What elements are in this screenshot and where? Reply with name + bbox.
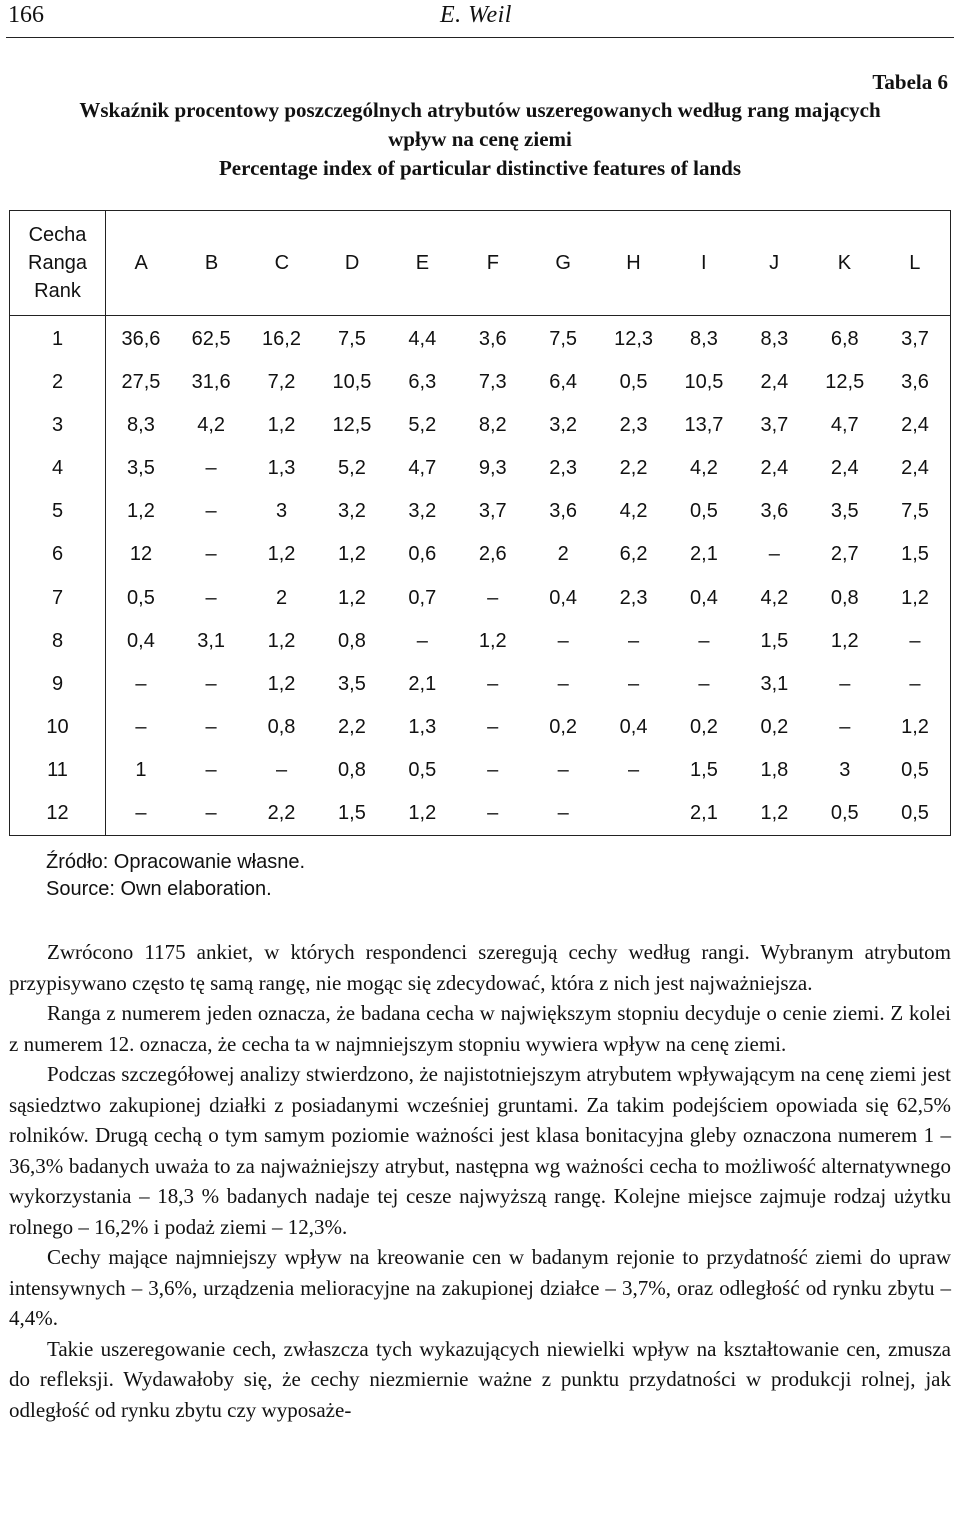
value-cell: 8,2 (478, 414, 507, 437)
value-cell: – (557, 758, 569, 781)
value-cell: 1,2 (338, 543, 366, 566)
value-cell: – (839, 672, 851, 695)
value-cell: 0,2 (549, 715, 578, 738)
value-cell: 2,4 (830, 457, 859, 480)
rank-header: Cecha Ranga Rank (10, 211, 106, 316)
paragraph: Cechy mające najmniejszy wpływ na kreowanie cen w badanym rejonie to przydatność ziemi do upraw intensywnych – 3,6%, urządzenia melioracyjne na zakupionej działce – 3,7%, oraz odległość od rynku zbytu – 4,4%. (9, 1245, 951, 1330)
rank-cell: 5 (10, 490, 106, 533)
value-cell: 1,2 (267, 543, 296, 566)
value-cell: 1,3 (408, 715, 437, 738)
value-cell: – (135, 672, 147, 695)
table-source (46, 849, 305, 903)
rank-cell: 4 (10, 447, 106, 490)
table-row (10, 706, 951, 749)
column-header: E (415, 252, 430, 274)
value-cell: – (416, 629, 428, 652)
table-title-pl-line2: wpływ na cenę ziemi (388, 127, 572, 151)
value-cell: – (205, 758, 217, 781)
value-cell: 1,2 (880, 576, 951, 619)
table-row (10, 447, 951, 490)
value-cell: 9,3 (478, 457, 507, 480)
value-cell: 0,7 (408, 586, 437, 609)
value-cell: 3,5 (830, 500, 859, 523)
value-cell: 2,1 (408, 672, 437, 695)
value-cell: 2,3 (619, 414, 648, 437)
page-number: 166 (8, 2, 44, 28)
value-cell: 5,2 (338, 457, 366, 480)
value-cell: 0,5 (408, 758, 437, 781)
value-cell: – (205, 543, 217, 566)
value-cell: 3 (839, 758, 851, 781)
value-cell: 1,2 (478, 629, 507, 652)
value-cell: 4,7 (408, 457, 437, 480)
column-header: A (134, 252, 148, 274)
value-cell: 0,5 (880, 749, 951, 792)
value-cell: 0,6 (408, 543, 437, 566)
value-cell: 0,8 (830, 586, 859, 609)
table-number: Tabela 6 (872, 70, 948, 94)
table-row (10, 749, 951, 792)
value-cell: 8,3 (127, 414, 155, 437)
value-cell: 4,2 (619, 500, 648, 523)
value-cell: 4,2 (197, 414, 226, 437)
value-cell (598, 792, 668, 836)
value-cell: – (880, 620, 951, 663)
value-cell: 1,2 (338, 586, 366, 609)
value-cell: 7,3 (478, 371, 507, 394)
value-cell: – (627, 672, 640, 695)
value-cell: 2,3 (619, 586, 648, 609)
value-cell: 1,2 (739, 792, 809, 836)
value-cell: 2,4 (880, 447, 951, 490)
paragraph: Podczas szczegółowej analizy stwierdzono, że najistotniejszym atrybutem wpływającym na cenę ziemi jest sąsiedztwo zakupionej działki z posiadanymi wcześniej gruntami. Za takim podejściem opowiada się 62,5% rolników. Drugą cechą o tym samym poziomie ważności jest klasa bonitacyjna gleby oznaczona numerem 1 – 36,3% badanych uważa to za najważniejszy atrybut, następna wg ważności cecha to możliwość alternatywnego wykorzystania – 18,3 % badanych nadaje tej cesze najwyższą rangę. Kolejne miejsce zajmuje rodzaj użytku rolnego – 16,2% i podaż ziemi – 12,3%. (9, 1062, 951, 1239)
value-cell: 0,8 (267, 715, 296, 738)
value-cell: 2,2 (619, 457, 648, 480)
body-text (9, 937, 951, 1425)
value-cell: 3,7 (760, 414, 789, 437)
table-row (10, 620, 951, 663)
column-header: K (837, 252, 852, 274)
value-cell: 12 (129, 543, 153, 566)
value-cell: 3 (275, 500, 288, 523)
value-cell: – (205, 715, 217, 738)
value-cell: – (698, 672, 710, 695)
feature-header (106, 211, 951, 316)
rank-cell: 6 (10, 533, 106, 576)
value-cell: 2,4 (880, 404, 951, 447)
table-row (10, 576, 951, 619)
rank-cell: 9 (10, 663, 106, 706)
data-table (9, 210, 951, 836)
value-cell: 0,5 (880, 792, 951, 836)
value-cell: – (627, 629, 640, 652)
value-cell: 5,2 (408, 414, 437, 437)
table-row (10, 361, 951, 404)
value-cell: 4,7 (830, 414, 859, 437)
value-cell: 7,5 (338, 328, 366, 351)
value-cell: 8,3 (760, 328, 789, 351)
value-cell: 1,2 (127, 500, 155, 523)
value-cell: 8,3 (690, 328, 718, 351)
value-cell: 31,6 (191, 371, 231, 394)
value-cell: 0,8 (338, 758, 366, 781)
rank-cell: 1 (10, 316, 106, 362)
value-cell: 0,2 (690, 715, 718, 738)
value-cell: 3,5 (127, 457, 155, 480)
value-cell: 3,5 (338, 672, 366, 695)
value-cell: 2,2 (338, 715, 366, 738)
value-cell: 1,2 (830, 629, 859, 652)
value-cell: 0,5 (127, 586, 155, 609)
value-cell: 2,4 (760, 457, 789, 480)
value-cell: – (205, 672, 217, 695)
table-header-row (10, 211, 951, 316)
value-cell: 2,1 (669, 792, 739, 836)
column-header: H (626, 252, 641, 274)
value-cell: – (176, 792, 246, 836)
value-cell: 7,5 (549, 328, 578, 351)
table-title-en: Percentage index of particular distinctive features of lands (218, 156, 742, 180)
value-cell: 2,4 (760, 371, 789, 394)
value-cell: – (205, 586, 217, 609)
paragraph: Zwrócono 1175 ankiet, w których respondenci szeregują cechy według rangi. Wybranym atrybutom przypisywano często tę samą rangę, nie mogąc się zdecydować, która z nich jest najważniejsza. (9, 940, 951, 995)
table-row (10, 404, 951, 447)
value-cell: 4,2 (690, 457, 718, 480)
column-header: L (909, 252, 921, 274)
value-cell: 3,1 (760, 672, 789, 695)
value-cell: 2,6 (478, 543, 507, 566)
value-cell: 3,7 (880, 316, 951, 362)
value-cell: 0,8 (338, 629, 366, 652)
value-cell: – (557, 672, 569, 695)
value-cell: – (627, 758, 640, 781)
value-cell: 0,5 (690, 500, 718, 523)
value-cell: – (839, 715, 851, 738)
value-cell: 7,2 (267, 371, 296, 394)
rank-cell: 11 (10, 749, 106, 792)
value-cell: – (880, 663, 951, 706)
table-body (10, 316, 951, 836)
value-cell: – (275, 758, 288, 781)
column-header: G (555, 252, 571, 274)
header-rule (6, 37, 954, 38)
value-cell: – (205, 457, 217, 480)
rank-cell: 7 (10, 576, 106, 619)
running-head: E. Weil (440, 2, 512, 28)
column-header: D (344, 252, 360, 274)
value-cell: 3,2 (408, 500, 437, 523)
rank-cell: 12 (10, 792, 106, 836)
column-header: B (204, 252, 219, 274)
table-title (0, 96, 960, 183)
value-cell: 3,6 (549, 500, 578, 523)
value-cell: 0,5 (619, 371, 648, 394)
column-header: C (274, 252, 290, 274)
rank-cell: 8 (10, 620, 106, 663)
table-row (10, 533, 951, 576)
value-cell: 2 (557, 543, 569, 566)
value-cell: 12,5 (332, 414, 372, 437)
value-cell: 4,2 (760, 586, 789, 609)
value-cell: – (487, 715, 499, 738)
value-cell: – (106, 792, 176, 836)
value-cell: 3,1 (197, 629, 226, 652)
value-cell: 0,2 (760, 715, 789, 738)
value-cell: – (698, 629, 710, 652)
value-cell: 4,4 (408, 328, 437, 351)
paragraph: Takie uszeregowanie cech, zwłaszcza tych wykazujących niewielki wpływ na kształtowanie cen, zmusza do refleksji. Wydawałoby się, że cechy niezmiernie ważne z punktu przydatności w produkcji rolnej, jak odległość od rynku zbytu czy wyposaże- (9, 1336, 951, 1422)
page-header (0, 0, 960, 38)
value-cell: – (487, 672, 499, 695)
value-cell: – (528, 792, 598, 836)
source-en: Source: Own elaboration. (46, 878, 272, 900)
value-cell: 2 (275, 586, 288, 609)
value-cell: 6,3 (408, 371, 437, 394)
table-title-pl-line1: Wskaźnik procentowy poszczególnych atrybutów uszeregowanych według rang mających (79, 98, 881, 122)
value-cell: 3,2 (338, 500, 366, 523)
rank-cell: 2 (10, 361, 106, 404)
column-header: I (701, 252, 707, 274)
value-cell: 6,2 (619, 543, 648, 566)
table-row (10, 792, 951, 836)
value-cell: – (768, 543, 780, 566)
value-cell: 12,5 (825, 371, 865, 394)
table-row (10, 490, 951, 533)
value-cell: – (135, 715, 147, 738)
value-cell: 10,5 (332, 371, 372, 394)
value-cell: – (557, 629, 569, 652)
value-cell: – (487, 586, 499, 609)
rank-cell: 3 (10, 404, 106, 447)
column-header: J (769, 252, 780, 274)
value-cell: 3,7 (478, 500, 507, 523)
value-cell: 1,2 (387, 792, 457, 836)
value-cell: 27,5 (121, 371, 161, 394)
value-cell: 62,5 (191, 328, 231, 351)
rank-cell: 10 (10, 706, 106, 749)
value-cell: 12,3 (614, 328, 654, 351)
value-cell: 36,6 (121, 328, 161, 351)
value-cell: – (205, 500, 217, 523)
value-cell: 1,5 (880, 533, 951, 576)
value-cell: 2,3 (549, 457, 578, 480)
value-cell: 1 (135, 758, 147, 781)
value-cell: 1,2 (267, 672, 296, 695)
table-row (10, 316, 951, 362)
value-cell: 0,4 (690, 586, 718, 609)
value-cell: 3,6 (760, 500, 789, 523)
source-pl: Źródło: Opracowanie własne. (46, 851, 306, 873)
table-row (10, 663, 951, 706)
value-cell: 0,4 (127, 629, 155, 652)
value-cell: 3,6 (880, 361, 951, 404)
value-cell: 2,1 (690, 543, 718, 566)
value-cell: 6,4 (549, 371, 578, 394)
value-cell: 1,8 (760, 758, 789, 781)
value-cell: 3,2 (549, 414, 578, 437)
value-cell: – (458, 792, 528, 836)
value-cell: 1,3 (267, 457, 296, 480)
value-cell: 1,2 (880, 706, 951, 749)
value-cell: 1,5 (690, 758, 718, 781)
value-cell: 0,5 (810, 792, 880, 836)
paragraph: Ranga z numerem jeden oznacza, że badana cecha w największym stopniu decyduje o cenie ziemi. Z kolei z numerem 12. oznacza, że cecha ta w najmniejszym stopniu wywiera wpływ na cenę ziemi. (9, 1001, 951, 1056)
value-cell: 10,5 (684, 371, 724, 394)
value-cell: 1,5 (760, 629, 789, 652)
value-cell: 6,8 (830, 328, 859, 351)
value-cell: 1,2 (267, 414, 296, 437)
value-cell: 2,2 (246, 792, 316, 836)
value-cell: 7,5 (880, 490, 951, 533)
value-cell: 0,4 (619, 715, 648, 738)
value-cell: 1,2 (267, 629, 296, 652)
value-cell: 0,4 (549, 586, 578, 609)
value-cell: 16,2 (262, 328, 301, 351)
value-cell: 2,7 (830, 543, 859, 566)
value-cell: 3,6 (478, 328, 507, 351)
value-cell: 1,5 (317, 792, 387, 836)
value-cell: 13,7 (684, 414, 724, 437)
column-header: F (486, 252, 499, 274)
value-cell: – (487, 758, 499, 781)
